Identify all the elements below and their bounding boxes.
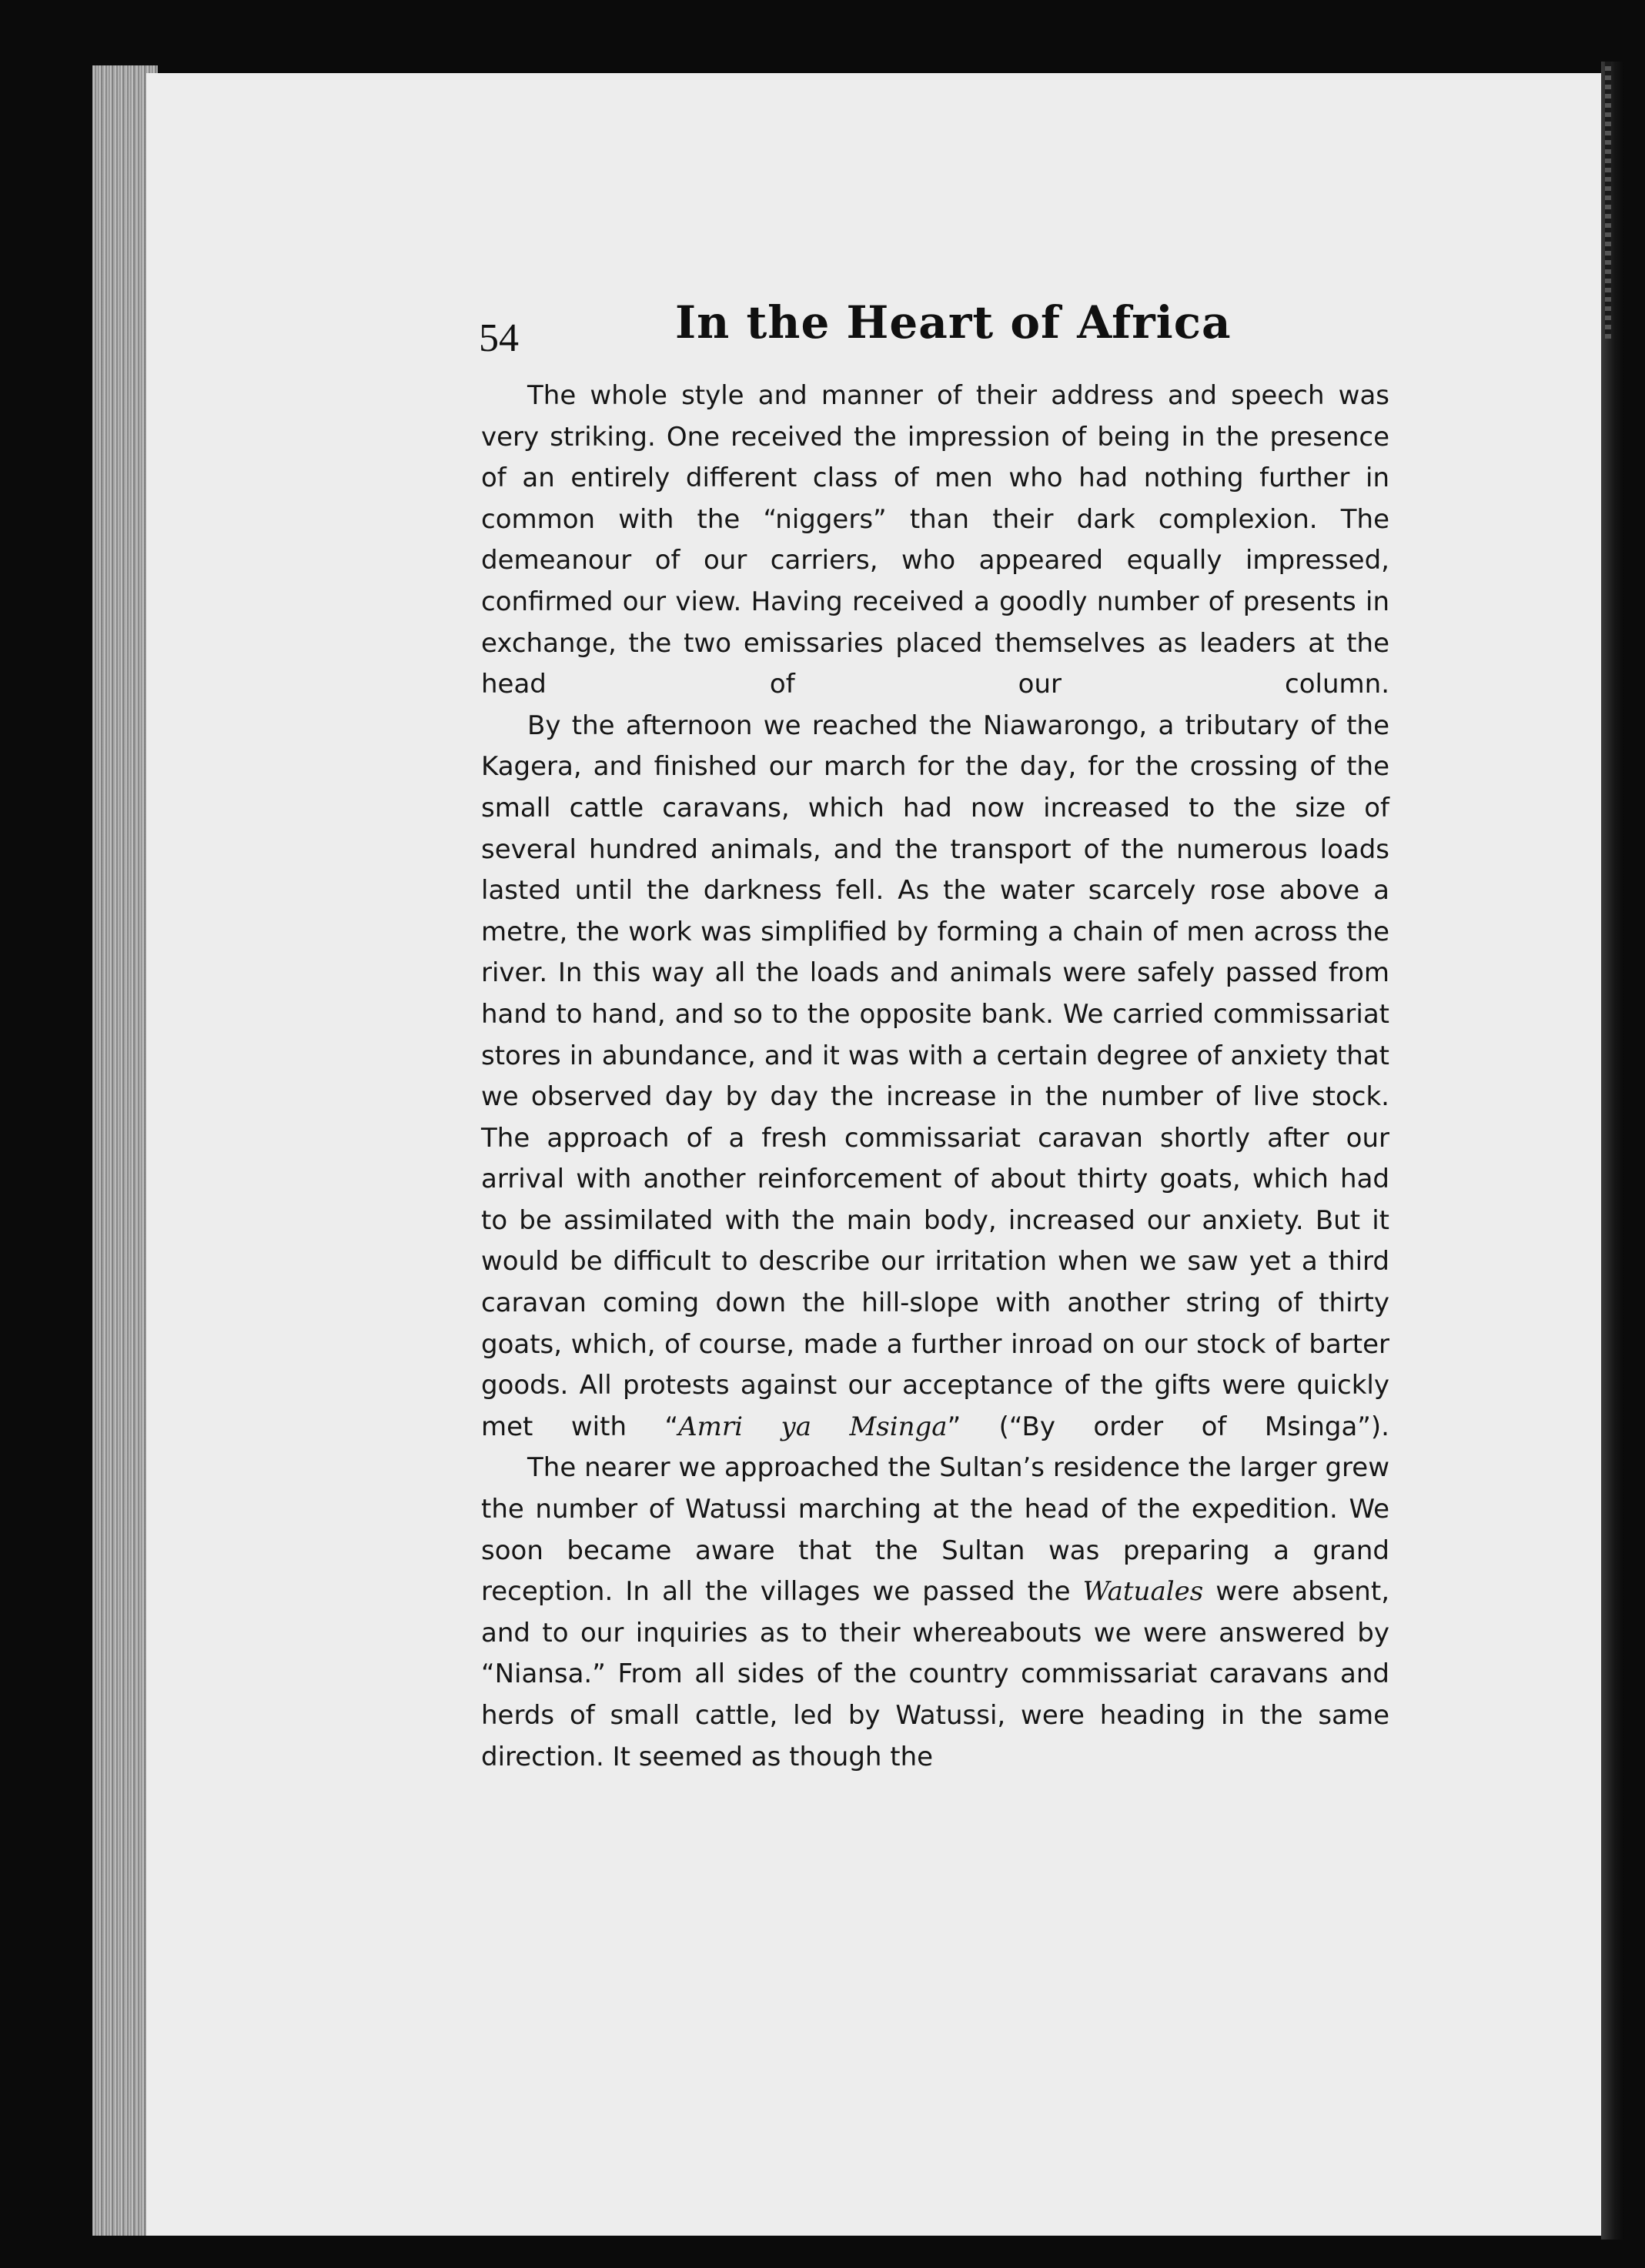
paragraph-1 <box>481 376 1389 706</box>
paragraph-1-text: The whole style and manner of their address and speech was very striking. One received the impression of being in the presence of an entirely different class of men who had nothing further in common with the “niggers” than their dark complexion. The demeanour of our carriers, who appeared equally impressed, confirmed our view. Having received a goodly number of presents in exchange, the two emissaries placed themselves as leaders at the head of our column. <box>481 380 1389 700</box>
paragraph-3-text-end: were absent, and to our inquiries as to their whereabouts we were answered by “Niansa.” From all sides of the country commissariat caravans and herds of small cattle, led by Watussi, were heading in the same direction. It seemed as though the <box>481 1576 1389 1772</box>
paragraph-3 <box>481 1448 1389 1778</box>
binding-edge-strip <box>1605 62 1611 339</box>
paragraph-2-italic: Amri ya Msinga <box>678 1411 948 1442</box>
paragraph-2-text-end: ” (“By order of Msinga”). <box>947 1411 1389 1442</box>
paragraph-2 <box>481 706 1389 1448</box>
paragraph-2-text: By the afternoon we reached the Niawarongo, a tributary of the Kagera, and finished our march for the day, for the crossing of the small cattle caravans, which had now increased to the size of several hundred animals, and the transport of the numerous loads lasted until the darkness fell. As the water scarcely rose above a metre, the work was simplified by forming a chain of men across the river. In this way all the loads and animals were safely passed from hand to hand, and so to the opposite bank. We carried commissariat stores in abundance, and it was with a certain degree of anxiety that we observed day by day the increase in the number of live stock. The approach of a fresh commissariat caravan shortly after our arrival with another reinforcement of about thirty goats, which had to be assimilated with the main body, increased our anxiety. But it would be difficult to describe our irritation when we saw yet a third caravan coming down the hill-slope with another string of thirty goats, which, of course, made a further inroad on our stock of barter goods. All protests against our acceptance of the gifts were quickly met with “ <box>481 710 1389 1442</box>
body-text <box>481 376 1389 1778</box>
paragraph-3-text: The nearer we approached the Sultan’s residence the larger grew the number of Watussi marching at the head of the expedition. We soon became aware that the Sultan was preparing a grand reception. In all the villages we passed the <box>481 1452 1389 1608</box>
page-number: 54 <box>479 316 519 360</box>
binding-edge-right <box>1601 62 1624 2240</box>
paragraph-3-italic: Watuales <box>1082 1576 1204 1608</box>
running-title: In the Heart of Africa <box>675 296 1232 349</box>
